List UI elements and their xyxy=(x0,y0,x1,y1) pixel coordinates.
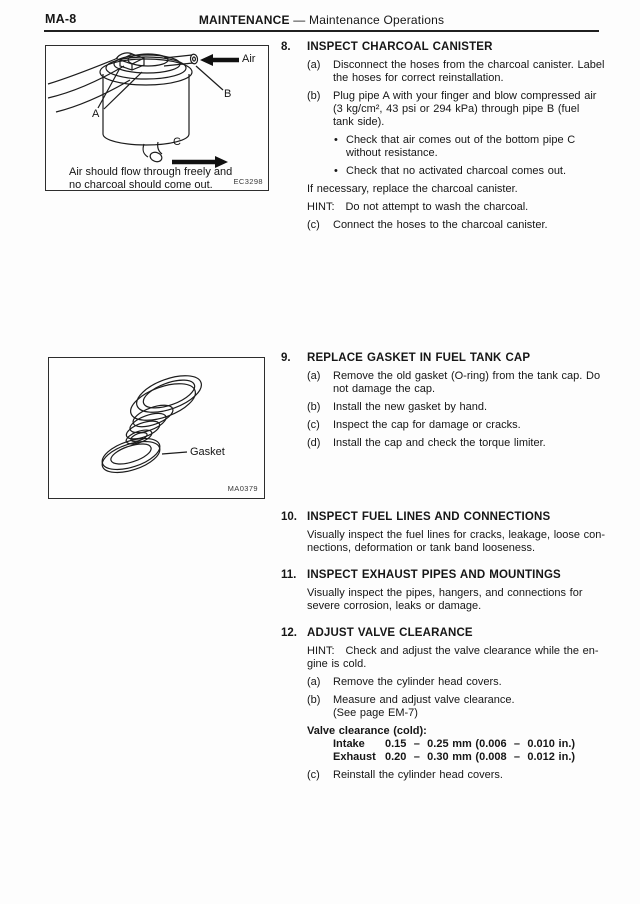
text-line: Visually inspect the pipes, hangers, and connections for xyxy=(307,587,583,599)
spec-row-intake xyxy=(333,738,615,751)
check-text xyxy=(346,134,615,160)
header-title-section: MAINTENANCE xyxy=(198,13,290,27)
spec-value: 0.15 – 0.25 mm (0.006 – 0.010 in.) xyxy=(385,738,576,750)
bullet-icon: • xyxy=(334,134,338,146)
step-marker: (a) xyxy=(307,676,321,688)
text-line: nections, deformation or tank band looseness. xyxy=(307,542,536,554)
text-line: HINT: Check and adjust the valve clearance while the en- xyxy=(307,645,599,657)
spec-name: Intake xyxy=(333,738,365,750)
section-8-inspect-charcoal-canister xyxy=(281,41,615,232)
text-line: tank side). xyxy=(333,116,385,128)
text-line: Disconnect the hoses from the charcoal canister. Label xyxy=(333,59,605,71)
section-number: 10. xyxy=(281,511,297,523)
text-line: Connect the hoses to the charcoal canister. xyxy=(333,219,548,231)
sections-10-12 xyxy=(281,511,615,782)
step-c xyxy=(307,219,615,232)
step-a xyxy=(307,370,615,396)
text-line: Reinstall the cylinder head covers. xyxy=(333,769,503,781)
note-text: If necessary, replace the charcoal canister. xyxy=(307,183,518,195)
page-header xyxy=(44,11,599,32)
spec-name: Exhaust xyxy=(333,751,376,763)
figure1-caption-line1: Air should flow through freely and xyxy=(69,166,233,178)
text-line: Remove the cylinder head covers. xyxy=(333,676,502,688)
header-title xyxy=(44,13,599,27)
text-line: (See page EM-7) xyxy=(333,707,418,719)
check-item xyxy=(334,165,615,178)
step-marker: (a) xyxy=(307,59,321,71)
step-text xyxy=(333,219,615,232)
step-text xyxy=(333,59,615,85)
valve-clearance-spec xyxy=(307,725,615,764)
figure1-code: EC3298 xyxy=(233,177,263,186)
step-a xyxy=(307,59,615,85)
step-marker: (b) xyxy=(307,694,321,706)
air-in-arrow-icon xyxy=(200,54,239,66)
step-text xyxy=(333,676,615,689)
step-b xyxy=(307,401,615,414)
step-c xyxy=(307,419,615,432)
text-line: Install the new gasket by hand. xyxy=(333,401,488,413)
step-d xyxy=(307,437,615,450)
step-text xyxy=(333,437,615,450)
pipe-a-label: A xyxy=(92,108,100,120)
step-text xyxy=(333,370,615,396)
text-line: the hoses for correct reinstallation. xyxy=(333,72,504,84)
text-line: severe corrosion, leaks or damage. xyxy=(307,600,482,612)
spec-value: 0.20 – 0.30 mm (0.008 – 0.012 in.) xyxy=(385,751,576,763)
step-marker: (c) xyxy=(307,219,320,231)
air-label: Air xyxy=(242,53,256,65)
spec-title: Valve clearance (cold): xyxy=(307,725,427,737)
bullet-icon: • xyxy=(334,165,338,177)
step-a xyxy=(307,676,615,689)
text-line: Inspect the cap for damage or cracks. xyxy=(333,419,521,431)
text-line: Remove the old gasket (O-ring) from the tank cap. Do xyxy=(333,370,601,382)
section-body xyxy=(307,529,615,555)
section-11-inspect-exhaust xyxy=(281,569,615,613)
step-b xyxy=(307,90,615,129)
step-marker: (d) xyxy=(307,437,321,449)
section-title: INSPECT EXHAUST PIPES AND MOUNTINGS xyxy=(307,569,561,581)
text-line: Install the cap and check the torque limiter. xyxy=(333,437,546,449)
figure2-code: MA0379 xyxy=(227,484,258,493)
step-c xyxy=(307,769,615,782)
section-body xyxy=(307,587,615,613)
text-line: Visually inspect the fuel lines for cracks, leakage, loose con- xyxy=(307,529,606,541)
section-12-adjust-valve-clearance xyxy=(281,627,615,782)
check-text xyxy=(346,165,615,178)
pipe-b-label: B xyxy=(224,88,232,100)
section-number: 12. xyxy=(281,627,297,639)
text-line: Check that no activated charcoal comes out. xyxy=(346,165,567,177)
text-line: gine is cold. xyxy=(307,658,367,670)
step-marker: (b) xyxy=(307,90,321,102)
section-10-inspect-fuel-lines xyxy=(281,511,615,555)
step-text xyxy=(333,401,615,414)
section-title: INSPECT FUEL LINES AND CONNECTIONS xyxy=(307,511,551,523)
step-marker: (c) xyxy=(307,419,320,431)
figure1-caption-line2: no charcoal should come out. xyxy=(69,178,213,191)
section-title: REPLACE GASKET IN FUEL TANK CAP xyxy=(307,352,531,364)
text-line: not damage the cap. xyxy=(333,383,436,395)
fuel-tank-cap-illustration xyxy=(49,358,264,498)
hint-text xyxy=(307,645,615,671)
hint-text: HINT: Do not attempt to wash the charcoal. xyxy=(307,201,529,213)
text-line: (3 kg/cm², 43 psi or 294 kPa) through pipe B (fuel xyxy=(333,103,580,115)
check-item xyxy=(334,134,615,160)
text-line: Measure and adjust valve clearance. xyxy=(333,694,515,706)
section-title: INSPECT CHARCOAL CANISTER xyxy=(307,41,493,53)
text-line: Plug pipe A with your finger and blow compressed air xyxy=(333,90,597,102)
text-line: Check that air comes out of the bottom pipe C xyxy=(346,134,576,146)
step-marker: (a) xyxy=(307,370,321,382)
figure-charcoal-canister xyxy=(45,45,269,191)
section-9-replace-gasket xyxy=(281,352,615,450)
section-number: 9. xyxy=(281,352,291,364)
step-b xyxy=(307,694,615,720)
header-title-subsection: — Maintenance Operations xyxy=(293,13,445,27)
figure-fuel-tank-cap xyxy=(48,357,265,499)
step-text xyxy=(333,419,615,432)
gasket-label: Gasket xyxy=(190,446,225,458)
text-line: without resistance. xyxy=(346,147,438,159)
spec-row-exhaust xyxy=(333,751,615,764)
step-marker: (c) xyxy=(307,769,320,781)
step-text xyxy=(333,769,615,782)
page-number: MA-8 xyxy=(45,12,77,26)
pipe-c-label: C xyxy=(173,136,181,148)
figure1-caption xyxy=(69,166,232,191)
step-marker: (b) xyxy=(307,401,321,413)
step-text xyxy=(333,694,615,720)
section-title: ADJUST VALVE CLEARANCE xyxy=(307,627,473,639)
section-number: 8. xyxy=(281,41,291,53)
section-number: 11. xyxy=(281,569,297,581)
step-text xyxy=(333,90,615,129)
